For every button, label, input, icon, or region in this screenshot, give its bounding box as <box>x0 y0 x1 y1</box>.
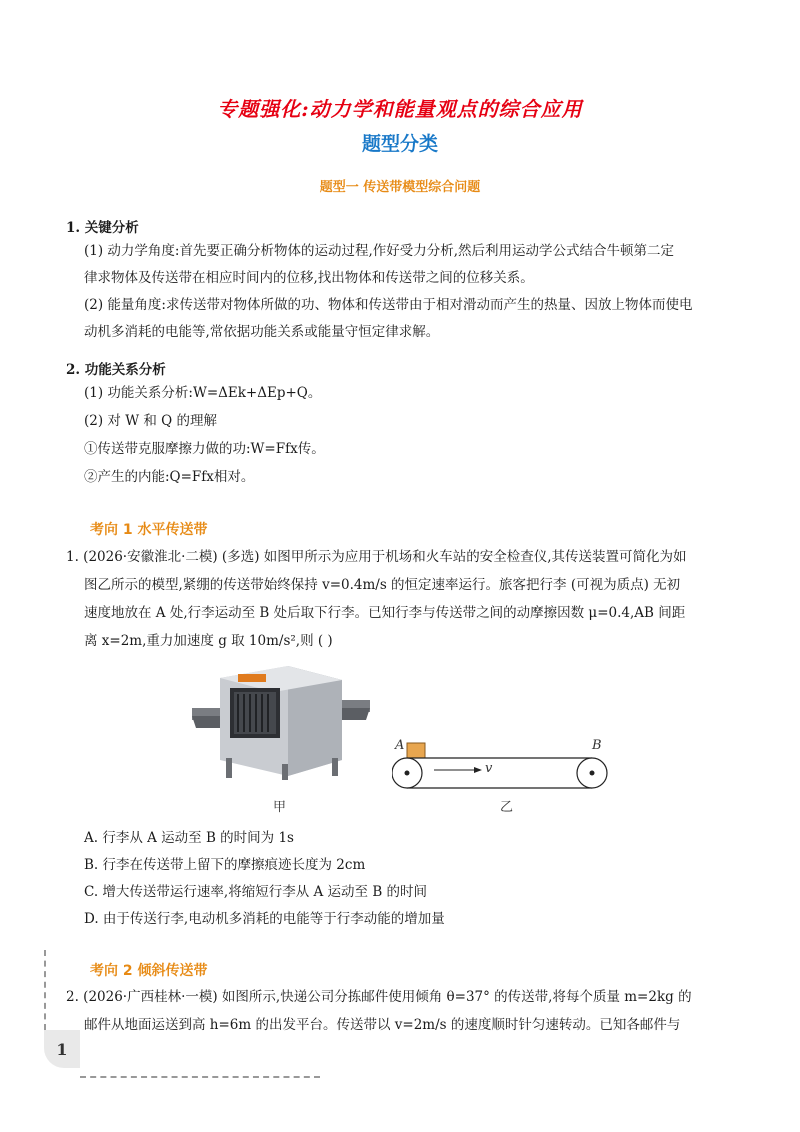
type-title: 题型一 传送带模型综合问题 <box>319 180 481 195</box>
sec2-line3: ①传送带克服摩擦力做的功:W=Ffx传。 <box>84 441 325 457</box>
q1-option-d: D. 由于传送行李,电动机多消耗的电能等于行李动能的增加量 <box>84 911 445 927</box>
page-number: 1 <box>44 1030 80 1068</box>
sec1-p1-line1: (1) 动力学角度:首先要正确分析物体的运动过程,作好受力分析,然后利用运动学公式结合牛顿第二定 <box>84 243 675 259</box>
security-scanner-image <box>192 660 370 784</box>
label-a: A <box>395 738 405 753</box>
sec2-line2: (2) 对 W 和 Q 的理解 <box>84 413 218 429</box>
sec2-line1: (1) 功能关系分析:W=ΔEk+ΔEp+Q。 <box>84 385 322 401</box>
q2-line2: 邮件从地面运送到高 h=6m 的出发平台。传送带以 v=2m/s 的速度顺时针匀速转动。已知各邮件与 <box>84 1017 681 1033</box>
sec2-line4: ②产生的内能:Q=Ffx相对。 <box>84 469 255 485</box>
q1-line4: 离 x=2m,重力加速度 g 取 10m/s²,则 ( ) <box>84 633 333 649</box>
sec1-p1-line2: 律求物体及传送带在相应时间内的位移,找出物体和传送带之间的位移关系。 <box>84 270 534 286</box>
q1-line1: 1. (2026·安徽淮北·二模) (多选) 如图甲所示为应用于机场和火车站的安全检查仪,其传送装置可简化为如 <box>66 549 687 565</box>
label-v: v <box>485 761 493 776</box>
q2-line1: 2. (2026·广西桂林·一模) 如图所示,快递公司分拣邮件使用倾角 θ=37° 的传送带,将每个质量 m=2kg 的 <box>66 989 692 1005</box>
sec2-heading: 2. 功能关系分析 <box>66 362 166 378</box>
q1-option-c: C. 增大传送带运行速率,将缩短行李从 A 运动至 B 的时间 <box>84 884 428 900</box>
conveyor-belt-diagram <box>392 738 614 790</box>
section-subtitle: 题型分类 <box>361 133 438 155</box>
margin-dashed-line-vertical <box>44 950 46 1030</box>
luggage-block <box>407 743 425 758</box>
q1-line3: 速度地放在 A 处,行李运动至 B 处后取下行李。已知行李与传送带之间的动摩擦因数 μ=0.4,AB 间距 <box>84 605 686 621</box>
sec1-p2-line1: (2) 能量角度:求传送带对物体所做的功、物体和传送带由于相对滑动而产生的热量、因放上物体而使电 <box>84 297 693 313</box>
sec1-p2-line2: 动机多消耗的电能等,常依据功能关系或能量守恒定律求解。 <box>84 324 440 340</box>
caption-yi: 乙 <box>500 800 514 815</box>
kaoxiang-2-heading: 考向 2 倾斜传送带 <box>90 963 208 979</box>
q1-option-a: A. 行李从 A 运动至 B 的时间为 1s <box>84 830 294 846</box>
q1-option-b: B. 行李在传送带上留下的摩擦痕迹长度为 2cm <box>84 857 366 873</box>
label-b: B <box>592 738 602 753</box>
q1-line2: 图乙所示的模型,紧绷的传送带始终保持 v=0.4m/s 的恒定速率运行。旅客把行李 (可视为质点) 无初 <box>84 577 681 593</box>
sec1-heading: 1. 关键分析 <box>66 220 139 236</box>
page-title: 专题强化:动力学和能量观点的综合应用 <box>217 97 583 121</box>
kaoxiang-1-heading: 考向 1 水平传送带 <box>90 522 208 538</box>
caption-jia: 甲 <box>273 800 287 815</box>
footer-dashed-line <box>80 1076 320 1078</box>
